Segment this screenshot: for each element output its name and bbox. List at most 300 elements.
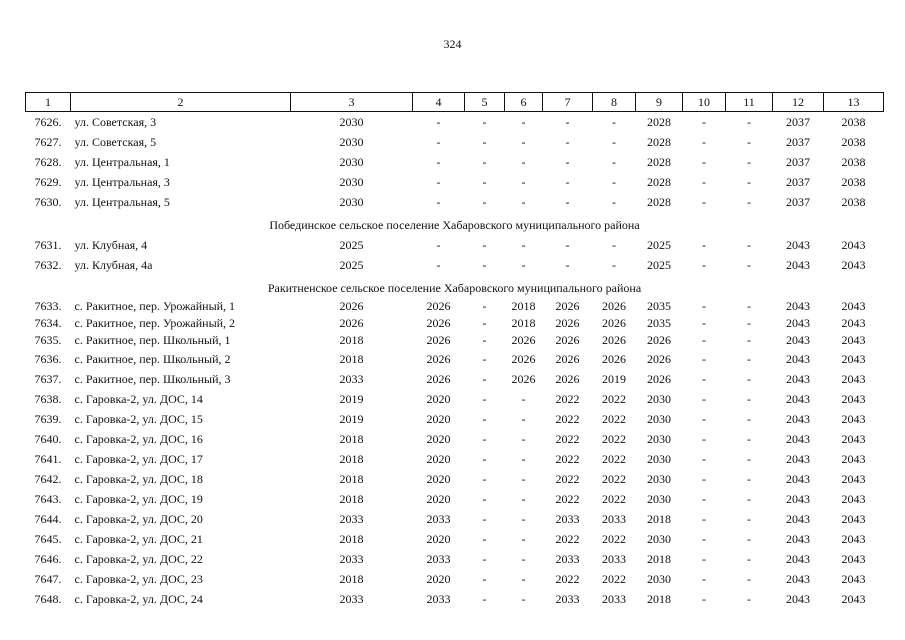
year-cell-col-11: - (747, 451, 751, 466)
table-row (26, 235, 884, 255)
year-cell-col-13: 2043 (841, 299, 866, 313)
row-number: 7626. (34, 114, 62, 129)
section-heading-row (26, 275, 884, 298)
year-cell-col-11: - (747, 571, 751, 586)
year-cell-col-11: - (747, 299, 751, 313)
year-cell-col-7: 2026 (555, 299, 580, 313)
year-cell-col-7: 2033 (555, 511, 580, 526)
year-cell-col-3: 2018 (339, 451, 364, 466)
year-cell-col-10: - (702, 391, 706, 406)
year-cell-col-7: 2026 (555, 351, 580, 366)
year-cell-col-13: 2043 (841, 411, 866, 426)
year-cell-col-8: - (612, 174, 616, 189)
year-cell-col-4: 2020 (426, 391, 451, 406)
year-cell-col-10: - (702, 316, 706, 330)
year-cell-col-13: 2043 (841, 531, 866, 546)
year-cell-col-3: 2025 (339, 257, 364, 272)
year-cell-col-8: 2022 (602, 531, 626, 546)
year-cell-col-4: 2033 (426, 511, 451, 526)
year-cell-col-11: - (747, 237, 751, 252)
row-number: 7634. (34, 316, 62, 330)
year-cell-col-10: - (702, 531, 706, 546)
year-cell-col-4: 2026 (426, 371, 451, 386)
year-cell-col-6: - (521, 257, 526, 272)
year-cell-col-8: 2022 (602, 471, 626, 486)
year-cell-col-7: 2022 (555, 451, 580, 466)
table-row (26, 332, 884, 349)
year-cell-col-7: 2026 (555, 333, 580, 347)
address-cell: с. Гаровка-2, ул. ДОС, 19 (74, 491, 203, 506)
year-cell-col-10: - (702, 451, 706, 466)
address-cell: с. Гаровка-2, ул. ДОС, 22 (74, 551, 203, 566)
year-cell-col-12: 2037 (786, 114, 810, 129)
register-table (25, 92, 884, 609)
year-cell-col-5: - (482, 491, 487, 506)
year-cell-col-3: 2018 (339, 471, 364, 486)
year-cell-col-4: - (436, 154, 441, 169)
year-cell-col-8: 2033 (602, 551, 626, 566)
year-cell-col-9: 2030 (647, 531, 671, 546)
year-cell-col-6: 2018 (511, 299, 536, 313)
year-cell-col-3: 2018 (339, 333, 364, 347)
year-cell-col-11: - (747, 134, 751, 149)
year-cell-col-3: 2030 (339, 134, 364, 149)
row-number: 7640. (34, 431, 62, 446)
table-row (26, 569, 884, 589)
year-cell-col-6: 2026 (511, 371, 536, 386)
address-cell: с. Гаровка-2, ул. ДОС, 18 (74, 471, 203, 486)
year-cell-col-10: - (702, 257, 706, 272)
year-cell-col-5: - (482, 154, 487, 169)
address-cell: с. Гаровка-2, ул. ДОС, 23 (74, 571, 203, 586)
row-number: 7627. (34, 134, 62, 149)
year-cell-col-5: - (482, 134, 487, 149)
year-cell-col-11: - (747, 491, 751, 506)
table-row (26, 172, 884, 192)
year-cell-col-4: - (436, 257, 441, 272)
year-cell-col-10: - (702, 511, 706, 526)
table-row (26, 549, 884, 569)
table-row (26, 112, 884, 133)
year-cell-col-7: - (565, 194, 570, 209)
column-header-8: 8 (593, 93, 636, 112)
year-cell-col-5: - (482, 316, 487, 330)
year-cell-col-3: 2033 (339, 551, 364, 566)
year-cell-col-11: - (747, 351, 751, 366)
address-cell: с. Гаровка-2, ул. ДОС, 21 (74, 531, 203, 546)
address-cell: ул. Советская, 5 (74, 134, 157, 149)
year-cell-col-5: - (482, 174, 487, 189)
year-cell-col-13: 2038 (841, 194, 866, 209)
year-cell-col-5: - (482, 571, 487, 586)
year-cell-col-12: 2043 (786, 237, 810, 252)
row-number: 7631. (34, 237, 62, 252)
year-cell-col-4: 2020 (426, 411, 451, 426)
year-cell-col-5: - (482, 237, 487, 252)
year-cell-col-8: - (612, 194, 616, 209)
year-cell-col-12: 2043 (786, 411, 810, 426)
year-cell-col-13: 2043 (841, 333, 866, 347)
year-cell-col-13: 2043 (841, 316, 866, 330)
year-cell-col-5: - (482, 299, 487, 313)
table-row (26, 315, 884, 332)
year-cell-col-8: 2022 (602, 491, 626, 506)
year-cell-col-12: 2043 (786, 431, 810, 446)
row-number: 7648. (34, 591, 62, 606)
year-cell-col-4: 2020 (426, 471, 451, 486)
year-cell-col-4: 2020 (426, 491, 451, 506)
section-title: Побединское сельское поселение Хабаровского муниципального района (269, 217, 640, 232)
year-cell-col-5: - (482, 257, 487, 272)
year-cell-col-6: - (521, 531, 526, 546)
year-cell-col-13: 2043 (841, 391, 866, 406)
year-cell-col-12: 2043 (786, 391, 810, 406)
table-row (26, 132, 884, 152)
year-cell-col-5: - (482, 371, 487, 386)
year-cell-col-13: 2043 (841, 431, 866, 446)
year-cell-col-13: 2043 (841, 371, 866, 386)
year-cell-col-11: - (747, 114, 751, 129)
address-cell: с. Гаровка-2, ул. ДОС, 17 (74, 451, 203, 466)
year-cell-col-13: 2043 (841, 591, 866, 606)
year-cell-col-5: - (482, 531, 487, 546)
year-cell-col-13: 2043 (841, 491, 866, 506)
table-row (26, 369, 884, 389)
year-cell-col-13: 2043 (841, 551, 866, 566)
year-cell-col-3: 2018 (339, 531, 364, 546)
year-cell-col-10: - (702, 571, 706, 586)
year-cell-col-4: 2026 (426, 316, 451, 330)
address-cell: ул. Клубная, 4а (74, 257, 153, 272)
year-cell-col-4: 2020 (426, 451, 451, 466)
row-number: 7645. (34, 531, 62, 546)
table-row (26, 449, 884, 469)
year-cell-col-5: - (482, 351, 487, 366)
column-header-4: 4 (413, 93, 465, 112)
year-cell-col-3: 2033 (339, 371, 364, 386)
year-cell-col-3: 2025 (339, 237, 364, 252)
address-cell: с. Ракитное, пер. Урожайный, 1 (74, 299, 236, 313)
row-number: 7647. (34, 571, 62, 586)
year-cell-col-9: 2028 (647, 114, 671, 129)
table-row (26, 255, 884, 275)
year-cell-col-11: - (747, 431, 751, 446)
year-cell-col-12: 2043 (786, 351, 810, 366)
year-cell-col-5: - (482, 591, 487, 606)
year-cell-col-8: 2022 (602, 571, 626, 586)
column-header-2: 2 (71, 93, 291, 112)
year-cell-col-11: - (747, 316, 751, 330)
year-cell-col-8: 2026 (602, 299, 626, 313)
year-cell-col-12: 2043 (786, 551, 810, 566)
year-cell-col-9: 2030 (647, 431, 671, 446)
year-cell-col-7: 2022 (555, 471, 580, 486)
year-cell-col-13: 2043 (841, 257, 866, 272)
year-cell-col-4: 2033 (426, 591, 451, 606)
year-cell-col-7: 2033 (555, 591, 580, 606)
year-cell-col-10: - (702, 431, 706, 446)
year-cell-col-10: - (702, 299, 706, 313)
year-cell-col-9: 2030 (647, 471, 671, 486)
year-cell-col-8: 2026 (602, 351, 626, 366)
year-cell-col-13: 2043 (841, 451, 866, 466)
column-header-6: 6 (505, 93, 543, 112)
address-cell: ул. Центральная, 1 (74, 154, 170, 169)
year-cell-col-11: - (747, 194, 751, 209)
year-cell-col-3: 2030 (339, 194, 364, 209)
year-cell-col-9: 2030 (647, 451, 671, 466)
year-cell-col-12: 2043 (786, 299, 810, 313)
year-cell-col-3: 2018 (339, 491, 364, 506)
year-cell-col-8: 2026 (602, 316, 626, 330)
year-cell-col-9: 2030 (647, 571, 671, 586)
row-number: 7636. (34, 351, 62, 366)
year-cell-col-7: 2022 (555, 391, 580, 406)
year-cell-col-5: - (482, 471, 487, 486)
row-number: 7646. (34, 551, 62, 566)
year-cell-col-8: 2033 (602, 591, 626, 606)
year-cell-col-7: 2026 (555, 371, 580, 386)
address-cell: с. Гаровка-2, ул. ДОС, 20 (74, 511, 203, 526)
year-cell-col-7: - (565, 237, 570, 252)
column-header-row (26, 93, 884, 112)
table-body (26, 112, 884, 610)
table-row (26, 389, 884, 409)
year-cell-col-3: 2018 (339, 571, 364, 586)
row-number: 7641. (34, 451, 62, 466)
year-cell-col-3: 2026 (339, 316, 364, 330)
year-cell-col-9: 2018 (647, 551, 671, 566)
year-cell-col-9: 2028 (647, 174, 671, 189)
row-number: 7643. (34, 491, 62, 506)
year-cell-col-7: 2022 (555, 531, 580, 546)
year-cell-col-10: - (702, 134, 706, 149)
address-cell: ул. Центральная, 3 (74, 174, 170, 189)
year-cell-col-10: - (702, 411, 706, 426)
year-cell-col-4: 2026 (426, 299, 451, 313)
address-cell: с. Гаровка-2, ул. ДОС, 14 (74, 391, 203, 406)
year-cell-col-6: - (521, 551, 526, 566)
year-cell-col-6: - (521, 194, 526, 209)
year-cell-col-3: 2019 (339, 411, 364, 426)
year-cell-col-6: - (521, 134, 526, 149)
table-row (26, 529, 884, 549)
row-number: 7632. (34, 257, 62, 272)
address-cell: с. Ракитное, пер. Урожайный, 2 (74, 316, 236, 330)
year-cell-col-6: 2026 (511, 351, 536, 366)
year-cell-col-4: 2020 (426, 431, 451, 446)
year-cell-col-10: - (702, 237, 706, 252)
year-cell-col-6: - (521, 431, 526, 446)
year-cell-col-11: - (747, 471, 751, 486)
year-cell-col-12: 2037 (786, 194, 810, 209)
year-cell-col-13: 2038 (841, 174, 866, 189)
address-cell: с. Гаровка-2, ул. ДОС, 15 (74, 411, 203, 426)
year-cell-col-12: 2043 (786, 591, 810, 606)
year-cell-col-9: 2030 (647, 391, 671, 406)
address-cell: ул. Центральная, 5 (74, 194, 170, 209)
year-cell-col-11: - (747, 333, 751, 347)
year-cell-col-3: 2018 (339, 351, 364, 366)
year-cell-col-6: - (521, 154, 526, 169)
year-cell-col-9: 2028 (647, 134, 671, 149)
year-cell-col-7: - (565, 257, 570, 272)
year-cell-col-8: - (612, 114, 616, 129)
year-cell-col-8: 2022 (602, 431, 626, 446)
year-cell-col-8: 2033 (602, 511, 626, 526)
year-cell-col-3: 2030 (339, 174, 364, 189)
year-cell-col-4: 2026 (426, 333, 451, 347)
year-cell-col-5: - (482, 194, 487, 209)
row-number: 7642. (34, 471, 62, 486)
column-header-3: 3 (291, 93, 413, 112)
year-cell-col-4: - (436, 237, 441, 252)
year-cell-col-7: 2022 (555, 491, 580, 506)
year-cell-col-5: - (482, 333, 487, 347)
year-cell-col-3: 2019 (339, 391, 364, 406)
year-cell-col-12: 2043 (786, 257, 810, 272)
year-cell-col-6: - (521, 174, 526, 189)
year-cell-col-12: 2043 (786, 571, 810, 586)
address-cell: с. Ракитное, пер. Школьный, 1 (74, 333, 231, 347)
year-cell-col-13: 2043 (841, 237, 866, 252)
year-cell-col-10: - (702, 551, 706, 566)
year-cell-col-9: 2030 (647, 491, 671, 506)
year-cell-col-11: - (747, 257, 751, 272)
year-cell-col-4: - (436, 114, 441, 129)
year-cell-col-9: 2035 (647, 299, 671, 313)
address-cell: с. Гаровка-2, ул. ДОС, 24 (74, 591, 203, 606)
table-row (26, 509, 884, 529)
year-cell-col-10: - (702, 174, 706, 189)
year-cell-col-10: - (702, 591, 706, 606)
year-cell-col-9: 2026 (647, 333, 671, 347)
year-cell-col-6: - (521, 571, 526, 586)
year-cell-col-8: 2022 (602, 451, 626, 466)
year-cell-col-8: - (612, 257, 616, 272)
year-cell-col-11: - (747, 511, 751, 526)
row-number: 7639. (34, 411, 62, 426)
year-cell-col-13: 2038 (841, 154, 866, 169)
year-cell-col-3: 2030 (339, 114, 364, 129)
year-cell-col-10: - (702, 371, 706, 386)
year-cell-col-8: 2026 (602, 333, 626, 347)
year-cell-col-8: - (612, 134, 616, 149)
year-cell-col-8: 2022 (602, 391, 626, 406)
row-number: 7633. (34, 299, 62, 313)
table-row (26, 469, 884, 489)
year-cell-col-5: - (482, 451, 487, 466)
column-header-1: 1 (26, 93, 71, 112)
table-row (26, 192, 884, 212)
year-cell-col-13: 2043 (841, 571, 866, 586)
year-cell-col-11: - (747, 531, 751, 546)
section-title: Ракитненское сельское поселение Хабаровского муниципального района (267, 280, 642, 295)
year-cell-col-7: 2022 (555, 431, 580, 446)
year-cell-col-9: 2028 (647, 154, 671, 169)
year-cell-col-6: - (521, 451, 526, 466)
year-cell-col-5: - (482, 391, 487, 406)
year-cell-col-9: 2025 (647, 257, 671, 272)
column-header-9: 9 (636, 93, 683, 112)
year-cell-col-13: 2043 (841, 511, 866, 526)
year-cell-col-5: - (482, 551, 487, 566)
table-row (26, 489, 884, 509)
year-cell-col-11: - (747, 371, 751, 386)
column-header-13: 13 (824, 93, 884, 112)
row-number: 7635. (34, 333, 62, 347)
year-cell-col-11: - (747, 154, 751, 169)
year-cell-col-13: 2038 (841, 114, 866, 129)
year-cell-col-10: - (702, 114, 706, 129)
year-cell-col-12: 2043 (786, 491, 810, 506)
year-cell-col-4: 2033 (426, 551, 451, 566)
year-cell-col-11: - (747, 391, 751, 406)
year-cell-col-11: - (747, 411, 751, 426)
year-cell-col-7: - (565, 154, 570, 169)
year-cell-col-6: - (521, 237, 526, 252)
address-cell: ул. Клубная, 4 (74, 237, 148, 252)
year-cell-col-12: 2043 (786, 471, 810, 486)
year-cell-col-12: 2037 (786, 134, 810, 149)
year-cell-col-11: - (747, 591, 751, 606)
table-row (26, 409, 884, 429)
column-header-5: 5 (465, 93, 505, 112)
year-cell-col-6: - (521, 391, 526, 406)
year-cell-col-10: - (702, 491, 706, 506)
year-cell-col-4: - (436, 174, 441, 189)
year-cell-col-7: 2026 (555, 316, 580, 330)
address-cell: с. Ракитное, пер. Школьный, 2 (74, 351, 231, 366)
year-cell-col-5: - (482, 431, 487, 446)
year-cell-col-5: - (482, 411, 487, 426)
year-cell-col-12: 2043 (786, 316, 810, 330)
year-cell-col-6: - (521, 491, 526, 506)
year-cell-col-12: 2037 (786, 154, 810, 169)
year-cell-col-3: 2033 (339, 511, 364, 526)
address-cell: ул. Советская, 3 (74, 114, 157, 129)
table-row (26, 298, 884, 315)
year-cell-col-13: 2043 (841, 471, 866, 486)
year-cell-col-10: - (702, 333, 706, 347)
year-cell-col-3: 2033 (339, 591, 364, 606)
row-number: 7637. (34, 371, 62, 386)
row-number: 7630. (34, 194, 62, 209)
year-cell-col-9: 2035 (647, 316, 671, 330)
year-cell-col-3: 2030 (339, 154, 364, 169)
year-cell-col-8: - (612, 237, 616, 252)
year-cell-col-7: - (565, 174, 570, 189)
year-cell-col-13: 2043 (841, 351, 866, 366)
column-header-10: 10 (683, 93, 726, 112)
year-cell-col-6: - (521, 591, 526, 606)
year-cell-col-10: - (702, 471, 706, 486)
table-row (26, 429, 884, 449)
year-cell-col-7: - (565, 134, 570, 149)
year-cell-col-3: 2018 (339, 431, 364, 446)
year-cell-col-6: - (521, 511, 526, 526)
year-cell-col-6: - (521, 411, 526, 426)
year-cell-col-9: 2028 (647, 194, 671, 209)
row-number: 7628. (34, 154, 62, 169)
table-row (26, 349, 884, 369)
year-cell-col-6: 2026 (511, 333, 536, 347)
row-number: 7644. (34, 511, 62, 526)
address-cell: с. Гаровка-2, ул. ДОС, 16 (74, 431, 203, 446)
year-cell-col-9: 2026 (647, 371, 671, 386)
year-cell-col-10: - (702, 154, 706, 169)
column-header-12: 12 (773, 93, 824, 112)
